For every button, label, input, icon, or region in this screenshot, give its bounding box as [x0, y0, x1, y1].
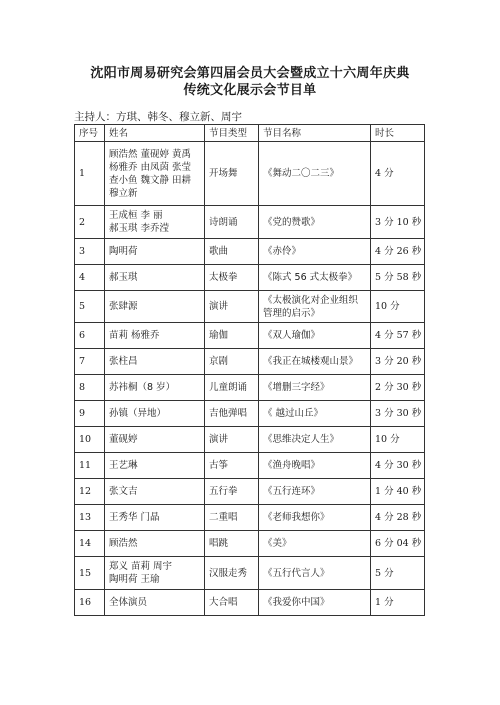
header-num: 序号 [75, 125, 105, 142]
duration: 10 分 [371, 291, 425, 323]
program-type: 开场舞 [205, 142, 259, 206]
table-row [75, 291, 425, 323]
row-number: 12 [75, 479, 105, 505]
row-number: 13 [75, 505, 105, 531]
program-name: 《老师我想你》 [259, 505, 371, 531]
performer-names: 孙镇（异地） [105, 401, 205, 427]
table-row [75, 479, 425, 505]
program-name: 《舞动二〇二三》 [259, 142, 371, 206]
row-number: 9 [75, 401, 105, 427]
program-name: 《五行连环》 [259, 479, 371, 505]
program-name: 《增删三字经》 [259, 375, 371, 401]
duration: 4 分 30 秒 [371, 453, 425, 479]
row-number: 11 [75, 453, 105, 479]
performer-names: 郑义 苗莉 周宇 陶明荷 王瑜 [105, 557, 205, 590]
program-name: 《美》 [259, 531, 371, 557]
header-type: 节目类型 [205, 125, 259, 142]
duration: 4 分 26 秒 [371, 239, 425, 265]
table-row [75, 401, 425, 427]
program-type: 瑜伽 [205, 323, 259, 349]
table-row [75, 590, 425, 616]
program-name: 《五行代言人》 [259, 557, 371, 590]
table-row [75, 206, 425, 239]
row-number: 5 [75, 291, 105, 323]
duration: 4 分 57 秒 [371, 323, 425, 349]
header-names: 姓名 [105, 125, 205, 142]
performer-names: 全体演员 [105, 590, 205, 616]
duration: 5 分 [371, 557, 425, 590]
performer-names: 郝玉琪 [105, 265, 205, 291]
program-name: 《党的赞歌》 [259, 206, 371, 239]
performer-names: 顾浩然 [105, 531, 205, 557]
row-number: 2 [75, 206, 105, 239]
row-number: 6 [75, 323, 105, 349]
table-row [75, 375, 425, 401]
program-type: 汉服走秀 [205, 557, 259, 590]
duration: 4 分 28 秒 [371, 505, 425, 531]
program-name: 《太极演化对企业组织 管理的启示》 [259, 291, 371, 323]
table-row [75, 142, 425, 206]
performer-names: 王艺琳 [105, 453, 205, 479]
table-row [75, 239, 425, 265]
row-number: 14 [75, 531, 105, 557]
program-type: 古筝 [205, 453, 259, 479]
duration: 3 分 30 秒 [371, 401, 425, 427]
duration: 1 分 [371, 590, 425, 616]
program-table [74, 124, 425, 616]
performer-names: 董砚婷 [105, 427, 205, 453]
duration: 4 分 [371, 142, 425, 206]
table-row [75, 265, 425, 291]
program-name: 《我正在城楼观山景》 [259, 349, 371, 375]
row-number: 3 [75, 239, 105, 265]
row-number: 4 [75, 265, 105, 291]
program-name: 《双人瑜伽》 [259, 323, 371, 349]
duration: 6 分 04 秒 [371, 531, 425, 557]
performer-names: 王成桓 李 丽 郝玉琪 李乔滢 [105, 206, 205, 239]
header-program: 节目名称 [259, 125, 371, 142]
program-name: 《 越过山丘》 [259, 401, 371, 427]
program-name: 《渔舟晚唱》 [259, 453, 371, 479]
duration: 3 分 10 秒 [371, 206, 425, 239]
program-type: 太极拳 [205, 265, 259, 291]
program-type: 歌曲 [205, 239, 259, 265]
program-type: 演讲 [205, 291, 259, 323]
page-title: 沈阳市周易研究会第四届会员大会暨成立十六周年庆典 [90, 66, 410, 81]
program-type: 吉他弹唱 [205, 401, 259, 427]
duration: 1 分 40 秒 [371, 479, 425, 505]
row-number: 1 [75, 142, 105, 206]
program-type: 儿童朗诵 [205, 375, 259, 401]
table-row [75, 323, 425, 349]
program-type: 演讲 [205, 427, 259, 453]
performer-names: 苗莉 杨雅乔 [105, 323, 205, 349]
row-number: 16 [75, 590, 105, 616]
program-name: 《赤伶》 [259, 239, 371, 265]
table-row [75, 505, 425, 531]
performer-names: 陶明荷 [105, 239, 205, 265]
program-type: 五行拳 [205, 479, 259, 505]
performer-names: 顾浩然 董砚婷 黄禹 杨雅乔 由凤茵 张莹 查小鱼 魏文静 田耕 穆立新 [105, 142, 205, 206]
performer-names: 张文吉 [105, 479, 205, 505]
table-row [75, 349, 425, 375]
row-number: 8 [75, 375, 105, 401]
table-header-row [75, 125, 425, 142]
program-type: 唱跳 [205, 531, 259, 557]
performer-names: 王秀华 门晶 [105, 505, 205, 531]
program-name: 《陈式 56 式太极拳》 [259, 265, 371, 291]
performer-names: 苏祎桐（8 岁） [105, 375, 205, 401]
duration: 5 分 58 秒 [371, 265, 425, 291]
program-type: 诗朗诵 [205, 206, 259, 239]
program-type: 二重唱 [205, 505, 259, 531]
header-duration: 时长 [371, 125, 425, 142]
hosts-line: 主持人：方琪、韩冬、穆立新、周宇 [74, 111, 242, 123]
row-number: 15 [75, 557, 105, 590]
row-number: 10 [75, 427, 105, 453]
table-row [75, 453, 425, 479]
performer-names: 张肆源 [105, 291, 205, 323]
table-row [75, 557, 425, 590]
program-name: 《我爱你中国》 [259, 590, 371, 616]
duration: 3 分 20 秒 [371, 349, 425, 375]
row-number: 7 [75, 349, 105, 375]
program-type: 京剧 [205, 349, 259, 375]
duration: 10 分 [371, 427, 425, 453]
program-name: 《思维决定人生》 [259, 427, 371, 453]
page-subtitle: 传统文化展示会节目单 [183, 83, 317, 98]
duration: 2 分 30 秒 [371, 375, 425, 401]
performer-names: 张柱昌 [105, 349, 205, 375]
program-type: 大合唱 [205, 590, 259, 616]
table-row [75, 531, 425, 557]
table-row [75, 427, 425, 453]
